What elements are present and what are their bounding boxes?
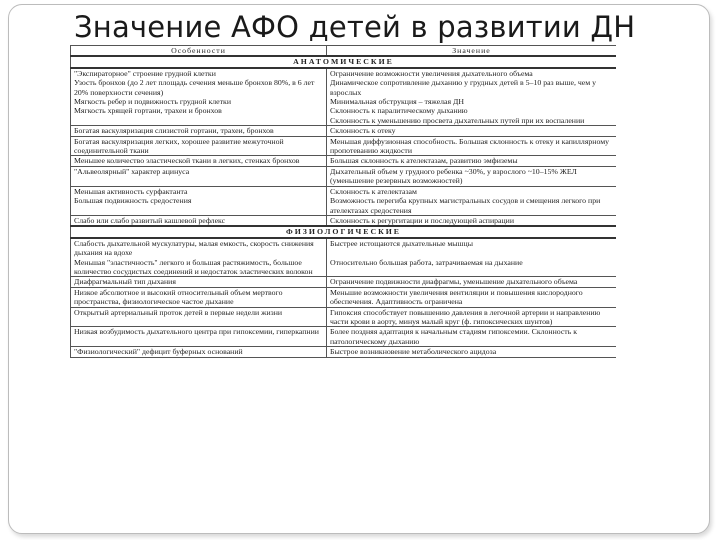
slide-title: Значение АФО детей в развитии ДН (74, 10, 636, 44)
feature-cell: Меньшая активность сурфактанта Большая подвижность средостения (71, 186, 327, 215)
comparison-table-wrapper (70, 45, 616, 517)
feature-cell: Диафрагмальный тип дыхания (71, 277, 327, 287)
feature-cell: "Альвеолярный" характер ацинуса (71, 166, 327, 186)
feature-cell: Слабость дыхательной мускулатуры, малая емкость, скорость снижения дыхания на вдохе Меньшая "эластичность" легкого и большая растяжимость, большое количество сосудистых соединений и недостаток эластических волокон (71, 238, 327, 277)
significance-cell: Дыхательный объем у грудного ребенка ~30%, у взрослого ~10–15% ЖЕЛ (уменьшение резервных возможностей) (327, 166, 617, 186)
significance-cell: Большая склонность к ателектазам, развитию эмфиземы (327, 156, 617, 166)
section-row (71, 226, 617, 237)
table-row (71, 347, 617, 357)
table-row (71, 215, 617, 226)
significance-cell: Меньшая диффузионная способность. Большая склонность к отеку и капиллярному пропотеванию жидкости (327, 136, 617, 156)
feature-cell: "Физиологический" дефицит буферных оснований (71, 347, 327, 357)
table-row (71, 186, 617, 215)
significance-cell: Гипоксия способствует повышению давления в легочной артерии и направлению части крови в аорту, минуя малый круг (ф. гипоксических шунтов) (327, 307, 617, 327)
table-row (71, 136, 617, 156)
table-row (71, 238, 617, 277)
feature-cell: Богатая васкуляризация легких, хорошее развитие межуточной соединительной ткани (71, 136, 327, 156)
table-row (71, 68, 617, 126)
significance-cell: Быстрое возникновение метаболического ацидоза (327, 347, 617, 357)
feature-cell: Открытый артериальный проток детей в первые недели жизни (71, 307, 327, 327)
feature-cell: Низкое абсолютное и высокий относительный объем мертвого пространства, физиологическое частое дыхание (71, 287, 327, 307)
section-title: ФИЗИОЛОГИЧЕСКИЕ (71, 226, 617, 237)
table-row (71, 287, 617, 307)
table-row (71, 156, 617, 166)
significance-cell: Более поздняя адаптация к начальным стадиям гипоксемии. Склонность к патологическому дыханию (327, 327, 617, 347)
table-row (71, 126, 617, 136)
table-row (71, 277, 617, 287)
feature-cell: "Экспираторное" строение грудной клетки Узость бронхов (до 2 лет площадь сечения меньше бронхов 80%, в 6 лет 20% поверхности сечения) Мягкость ребер и подвижность грудной клетки Мягкость хрящей гортани, трахеи и бронхов (71, 68, 327, 126)
significance-cell: Быстрее истощаются дыхательные мышцы Относительно большая работа, затрачиваемая на дыхание (327, 238, 617, 277)
significance-cell: Меньшие возможности увеличения вентиляции и повышения кислородного обеспечения. Адаптивность ограничена (327, 287, 617, 307)
feature-cell: Меньшее количество эластической ткани в легких, стенках бронхов (71, 156, 327, 166)
section-title: АНАТОМИЧЕСКИЕ (71, 56, 617, 67)
section-row (71, 56, 617, 67)
table-row (71, 166, 617, 186)
feature-cell: Богатая васкуляризация слизистой гортани, трахеи, бронхов (71, 126, 327, 136)
significance-cell: Склонность к ателектазам Возможность перегиба крупных магистральных сосудов и смещения легкого при ателектазах средостения (327, 186, 617, 215)
significance-cell: Ограничение подвижности диафрагмы, уменьшение дыхательного объема (327, 277, 617, 287)
header-features: Особенности (71, 46, 327, 57)
significance-cell: Склонность к отеку (327, 126, 617, 136)
feature-cell: Низкая возбудимость дыхательного центра при гипоксемии, гиперкапнии (71, 327, 327, 347)
table-row (71, 327, 617, 347)
feature-cell: Слабо или слабо развитый кашлевой рефлекс (71, 215, 327, 226)
significance-cell: Ограничение возможности увеличения дыхательного объема Динамическое сопротивление дыханию у грудных детей в 5–10 раз выше, чем у взрослых Минимальная обструкция – тяжелая ДН Склонность к паралитическому дыханию Склонность к уменьшению просвета дыхательных путей при их воспалении (327, 68, 617, 126)
significance-cell: Склонность к регургитации и последующей аспирации (327, 215, 617, 226)
header-significance: Значение (327, 46, 617, 57)
comparison-table (70, 45, 616, 358)
table-header-row (71, 46, 617, 57)
table-row (71, 307, 617, 327)
